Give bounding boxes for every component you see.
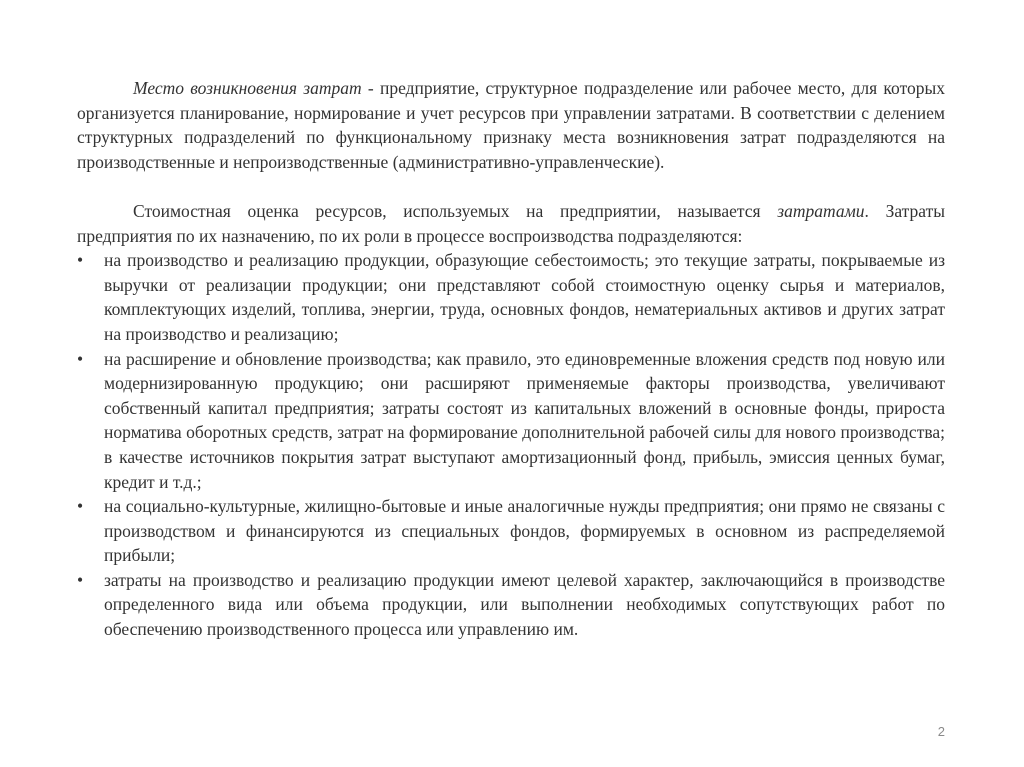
cost-types-list [77,248,945,642]
paragraph-spacer [77,174,945,199]
paragraph-costs-text-before: Стоимостная оценка ресурсов, используемых на предприятии, называется [133,200,778,221]
bullet-icon: • [77,348,84,369]
bullet-icon: • [77,250,84,271]
paragraph-costs-text-after: . Затраты предприятия по их назначению, по их роли в процессе воспроизводства подразделяются: [77,200,945,246]
list-item [77,568,945,642]
list-item [77,248,945,346]
bullet-icon: • [77,496,84,517]
term-cost-center: Место возникновения затрат [133,78,362,98]
paragraph-costs-definition [77,199,945,248]
list-item-text: на расширение и обновление производства; как правило, это единовременные вложения средств под новую или модернизированную продукцию; они расширяют применяемые факторы производства, увеличивают собственный капитал предприятия; затраты состоят из капитальных вложений в основные фонды, прироста норматива оборотных средств, затрат на формирование дополнительной рабочей силы для нового производства; в качестве источников покрытия затрат выступают амортизационный фонд, прибыль, эмиссия ценных бумаг, кредит и т.д.; [104,348,945,492]
list-item-text: на производство и реализацию продукции, образующие себестоимость; это текущие затраты, покрываемые из выручки от реализации продукции; они представляют собой стоимостную оценку сырья и материалов, комплектующих изделий, топлива, энергии, труда, основных фондов, нематериальных активов и других затрат на производство и реализацию; [104,250,945,344]
page-number: 2 [937,724,945,739]
paragraph-cost-center-text: - предприятие, структурное подразделение или рабочее место, для которых организуется планирование, нормирование и учет ресурсов при управлении затратами. В соответствии с делением структурных подразделений по функциональному признаку места возникновения затрат подразделяются на производственные и непроизводственные (административно-управленческие). [77,78,945,172]
list-item-text: затраты на производство и реализацию продукции имеют целевой характер, заключающийся в производстве определенного вида или объема продукции, или выполнении необходимых сопутствующих работ по обеспечению производственного процесса или управлению им. [104,569,945,640]
list-item [77,494,945,568]
term-costs: затратами [777,200,865,221]
paragraph-cost-center [77,76,945,174]
slide-content [77,76,945,642]
bullet-icon: • [77,569,84,590]
list-item-text: на социально-культурные, жилищно-бытовые и иные аналогичные нужды предприятия; они прямо не связаны с производством и финансируются из специальных фондов, формируемых в основном из распределяемой прибыли; [104,496,945,566]
list-item [77,347,945,495]
